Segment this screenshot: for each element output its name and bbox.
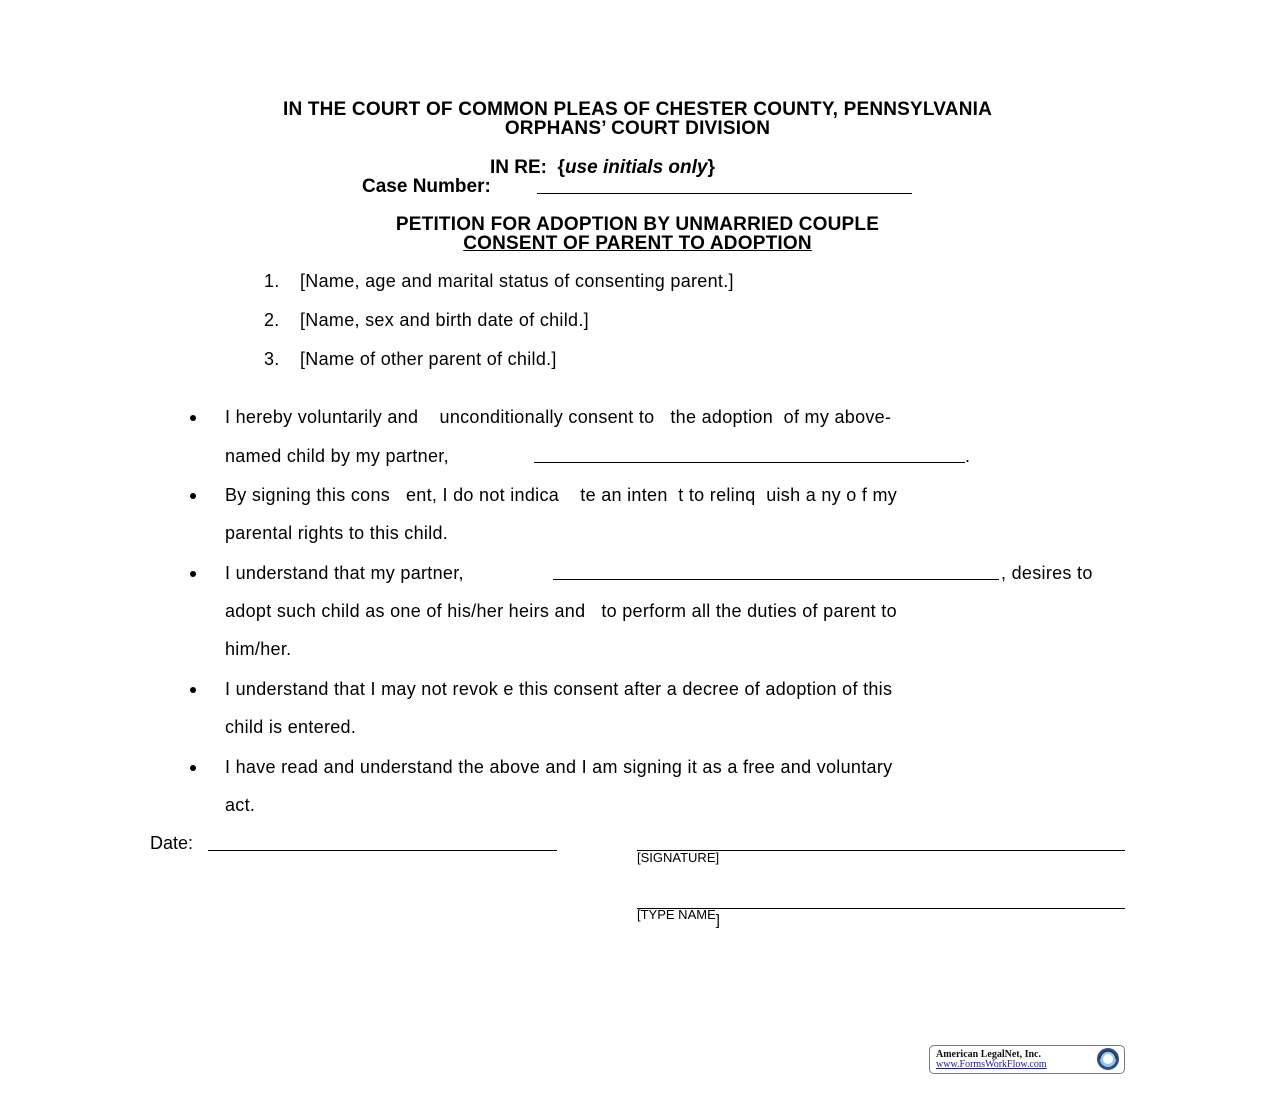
bullet-3-line-1-prefix: I understand that my partner, <box>225 563 470 583</box>
bullet-1-line-2-suffix: . <box>965 446 971 466</box>
petition-title: PETITION FOR ADOPTION BY UNMARRIED COUPLE <box>395 214 880 235</box>
logo-company: American LegalNet, Inc. <box>936 1049 1041 1060</box>
date-field[interactable] <box>208 850 557 851</box>
item-number-2: 2. <box>264 310 280 330</box>
bullet-3-line-2: adopt such child as one of his/her heirs and to perform all the duties of parent to <box>225 601 897 621</box>
item-text-3: [Name of other parent of child.] <box>300 349 557 369</box>
bullet-1-line-2-prefix: named child by my partner, <box>225 446 455 466</box>
court-heading: IN THE COURT OF COMMON PLEAS OF CHESTER COUNTY, PENNSYLVANIA <box>282 99 993 120</box>
bullet-3-line-1-suffix: , desires to <box>1001 563 1093 583</box>
case-number-field[interactable] <box>537 193 912 194</box>
in-re-close: } <box>707 157 715 178</box>
item-number-3: 3. <box>264 349 280 369</box>
globe-icon <box>1096 1047 1120 1071</box>
consent-subtitle: CONSENT OF PARENT TO ADOPTION <box>463 233 812 254</box>
type-name-label: [TYPE NAME] <box>637 907 720 929</box>
bullet-2-line-2: parental rights to this child. <box>225 523 449 543</box>
bullet-1-line-1: I hereby voluntarily and unconditionally consent to the adoption of my above- <box>225 407 892 427</box>
signature-label: [SIGNATURE] <box>637 850 720 865</box>
in-re-line <box>490 157 715 179</box>
bullet-icon <box>190 687 196 693</box>
bullet-4-line-1: I understand that I may not revok e this consent after a decree of adoption of this <box>225 679 893 699</box>
bullet-5-line-1: I have read and understand the above and I am signing it as a free and voluntary <box>225 757 893 777</box>
division-heading: ORPHANS’ COURT DIVISION <box>504 118 771 139</box>
bullet-3-line-3: him/her. <box>225 639 292 659</box>
bullet-icon <box>190 493 196 499</box>
bullet-icon <box>190 571 196 577</box>
bullet-2-line-1: By signing this cons ent, I do not indica te an inten t to relinq uish a ny o f my <box>225 485 898 505</box>
in-re-placeholder[interactable]: use initials only <box>564 157 708 178</box>
item-text-1: [Name, age and marital status of consenting parent.] <box>300 271 734 291</box>
date-label: Date: <box>150 833 194 853</box>
in-re-label: IN RE: { <box>490 157 565 178</box>
item-text-2: [Name, sex and birth date of child.] <box>300 310 589 330</box>
american-legalnet-logo[interactable] <box>929 1045 1125 1074</box>
partner-name-field-1[interactable] <box>534 462 965 463</box>
item-number-1: 1. <box>264 271 280 291</box>
bullet-icon <box>190 415 196 421</box>
logo-url-link[interactable]: www.FormsWorkFlow.com <box>936 1059 1047 1070</box>
partner-name-field-2[interactable] <box>553 579 999 580</box>
bullet-4-line-2: child is entered. <box>225 717 357 737</box>
bullet-5-line-2: act. <box>225 795 256 815</box>
bullet-icon <box>190 765 196 771</box>
case-number-label: Case Number: <box>362 176 497 197</box>
